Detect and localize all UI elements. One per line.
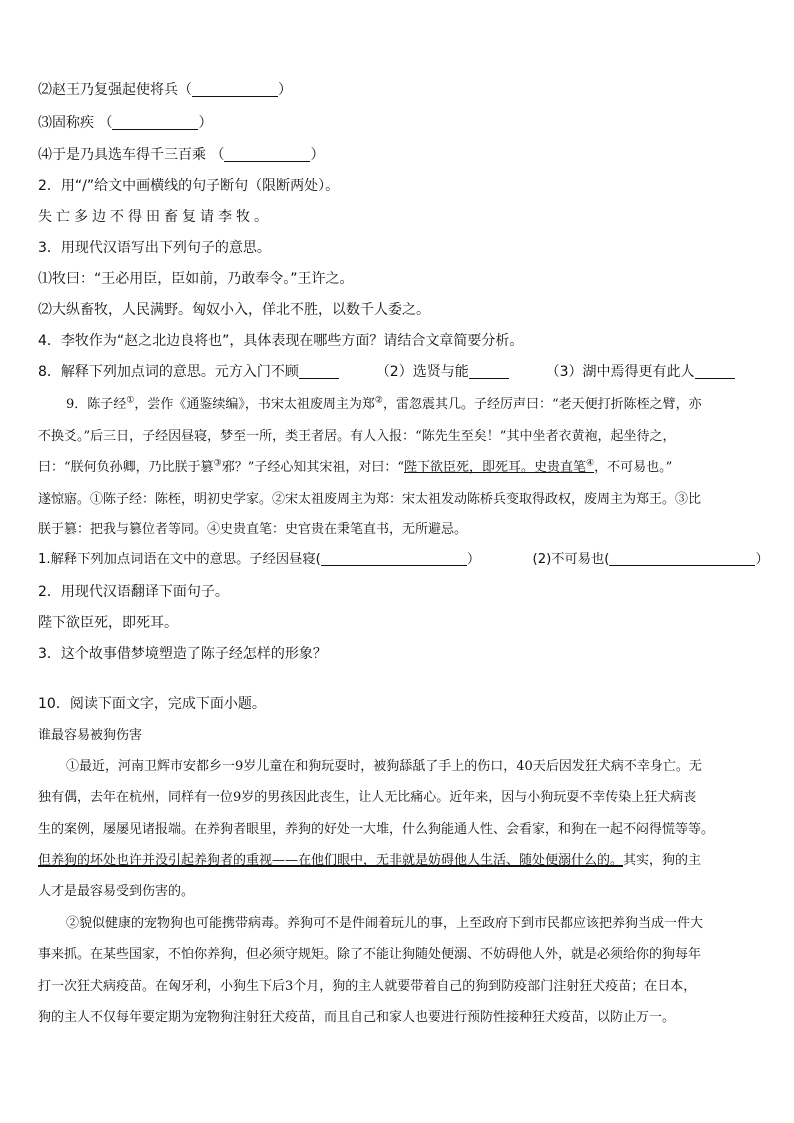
q9-passage-line-3 <box>38 458 764 478</box>
answer-blank[interactable] <box>609 551 755 566</box>
q9-sub-question-1 <box>38 550 769 570</box>
footnote-ref: ③ <box>213 458 222 469</box>
question-text: ⑷于是乃具选车得千三百乘 （ <box>38 147 225 163</box>
passage-p1-line-5: 人才是最容易受到伤害的。 <box>38 884 195 899</box>
passage-p1-line-2: 独有偶，去年在杭州，同样有一位9岁的男孩因此丧生，让人无比痛心。近年来，因与小狗玩耍不幸传染上狂犬病丧 <box>38 790 697 805</box>
bracket: ） <box>198 115 213 131</box>
question-2-sentence: 失亡多边不得田畜复请李牧。 <box>38 209 272 225</box>
q9-passage-line-1 <box>66 395 764 415</box>
question-part-2: （2）选贤与能 <box>375 364 469 380</box>
text: 其实，狗的主 <box>623 853 702 868</box>
passage-p2-line-1: ②貌似健康的宠物狗也可能携带病毒。养狗可不是件闹着玩儿的事，上至政府下到市民都应该把养狗当成一件大 <box>66 916 704 931</box>
q9-passage-line-5: 朕于篡：把我与篡位者等同。④史贵直笔：史官贵在秉笔直书，无所避忌。 <box>38 522 468 537</box>
footnote-ref: ④ <box>586 458 595 469</box>
passage-p1-line-1: ①最近，河南卫辉市安都乡一9岁儿童在和狗玩耍时，被狗舔舐了手上的伤口，40天后因发狂犬病不幸身亡。无 <box>66 759 702 774</box>
question-text: ⑶固称疾 （ <box>38 115 113 131</box>
question-2: 2．用“/”给文中画横线的句子断句（限断两处）。 <box>38 178 340 194</box>
answer-blank[interactable] <box>469 364 509 379</box>
question-text: 1.解释下列加点词语在文中的意思。子经因昼寝( <box>38 552 321 567</box>
bracket: ） <box>278 82 292 98</box>
question-item-4 <box>38 145 764 165</box>
text: 陛下欲臣死，即死耳。史贵直笔 <box>404 460 587 475</box>
underlined-sentence <box>404 460 594 475</box>
q9-passage-line-4: 遂惊寤。①陈子经：陈桎，明初史学家。②宋太祖废周主为郑：宋太祖发动陈桥兵变取得政权，废周主为郑王。③比 <box>38 492 702 507</box>
passage-p2-line-3: 打一次狂犬病疫苗。在匈牙利，小狗生下后3个月，狗的主人就要带着自己的狗到防疫部门注射狂犬疫苗；在日本， <box>38 979 697 994</box>
bracket: ） <box>466 552 481 567</box>
footnote-ref: ② <box>374 395 383 406</box>
text: ，不可易也。” <box>594 460 673 475</box>
text: ，尝作《通鉴续编》，书宋太祖废周主为郑 <box>134 397 375 412</box>
question-4: 4．李牧作为“赵之北边良将也”，具体表现在哪些方面？请结合文章简要分析。 <box>38 333 524 349</box>
q9-sub-question-3: 3．这个故事借梦境塑造了陈子经怎样的形象？ <box>38 646 327 662</box>
passage-p2-line-4: 狗的主人不仅每年要定期为宠物狗注射狂犬疫苗，而且自己和家人也要进行预防性接种狂犬疫苗，以防止万一。 <box>38 1010 676 1025</box>
underlined-sentence: 但养狗的坏处也许并没引起养狗者的重视——在他们眼中，无非就是妨碍他人生活、随处便溺什么的。 <box>38 853 624 868</box>
answer-blank[interactable] <box>695 364 735 379</box>
text: ，雷忽震其几。子经厉声曰：“老天便打折陈桎之臂，亦 <box>382 397 702 412</box>
question-3-item-1: ⑴牧曰：“王必用臣，臣如前，乃敢奉令。”王许之。 <box>38 271 354 287</box>
question-text: ⑵赵王乃复强起使将兵（ <box>38 82 192 98</box>
passage-title: 谁最容易被狗伤害 <box>38 728 143 743</box>
answer-blank[interactable] <box>224 147 310 162</box>
question-part-3: （3）湖中焉得更有此人 <box>545 364 695 380</box>
answer-blank[interactable] <box>299 364 339 379</box>
text: 邪？”子经心知其宋祖，对曰：“ <box>221 460 405 475</box>
q9-passage-line-2: 不换爻。”后三日，子经因昼寝，梦至一所，类王者居。有人入报：“陈先生至矣！”其中坐者衣黄袍，起坐待之， <box>38 429 676 444</box>
question-8 <box>38 362 764 382</box>
bracket: ） <box>755 552 769 567</box>
bracket: ） <box>310 147 325 163</box>
question-item-3 <box>38 113 764 133</box>
question-text: 8．解释下列加点词的意思。元方入门不顾 <box>38 364 299 380</box>
text: 曰：“朕何负孙卿，乃比朕于篡 <box>38 460 214 475</box>
text: 9．陈子经 <box>66 397 127 412</box>
q9-sub-question-2: 2．用现代汉语翻译下面句子。 <box>38 584 229 600</box>
question-text: (2)不可易也( <box>532 552 610 567</box>
passage-p1-line-4 <box>38 851 764 871</box>
passage-p1-line-3: 生的案例，屡屡见诸报端。在养狗者眼里，养狗的好处一大堆，什么狗能通人性、会看家，和狗在一起不闷得慌等等。 <box>38 822 715 837</box>
answer-blank[interactable] <box>321 551 467 566</box>
answer-blank[interactable] <box>192 82 278 97</box>
question-10: 10．阅读下面文字，完成下面小题。 <box>38 696 266 712</box>
question-item-2 <box>38 80 764 100</box>
question-3-item-2: ⑵大纵畜牧，人民满野。匈奴小入，佯北不胜，以数千人委之。 <box>38 302 430 318</box>
footnote-ref: ① <box>126 395 135 406</box>
passage-p2-line-2: 事来抓。在某些国家，不怕你养狗，但必须守规矩。除了不能让狗随处便溺、不妨碍他人外，就是必须给你的狗每年 <box>38 947 702 962</box>
answer-blank[interactable] <box>112 115 198 130</box>
question-3: 3．用现代汉语写出下列句子的意思。 <box>38 240 271 256</box>
q9-sub-question-2-sentence: 陛下欲臣死，即死耳。 <box>38 615 178 631</box>
